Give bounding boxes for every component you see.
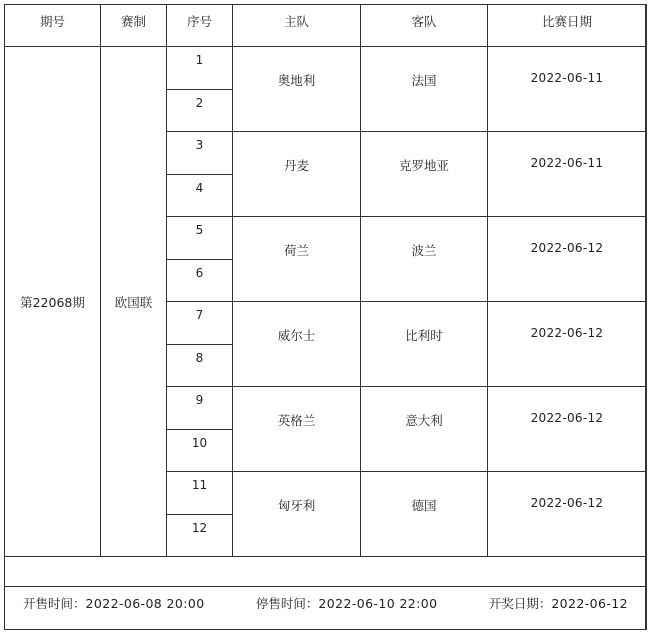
seq-cell: 10 (167, 429, 233, 472)
away-team-cell: 德国 (361, 472, 488, 557)
footer-cell (5, 587, 647, 630)
spacer-row (5, 557, 647, 587)
header-period: 期号 (5, 5, 101, 47)
seq-cell: 11 (167, 472, 233, 515)
empty-cell (5, 557, 647, 587)
seq-cell: 12 (167, 514, 233, 557)
match-date-cell: 2022-06-12 (488, 472, 647, 557)
sale-start-value: 2022-06-08 20:00 (85, 596, 205, 611)
match-date-cell: 2022-06-12 (488, 387, 647, 472)
home-team-cell: 丹麦 (233, 132, 361, 217)
seq-cell: 7 (167, 302, 233, 345)
draw-date-label: 开奖日期： (488, 596, 552, 611)
seq-cell: 8 (167, 344, 233, 387)
header-home: 主队 (233, 5, 361, 47)
home-team-cell: 荷兰 (233, 217, 361, 302)
seq-cell: 2 (167, 89, 233, 132)
sale-stop (256, 594, 438, 612)
table-row (5, 47, 647, 90)
match-schedule-table (4, 4, 647, 630)
match-date-cell: 2022-06-12 (488, 217, 647, 302)
away-team-cell: 克罗地亚 (361, 132, 488, 217)
draw-date (489, 594, 628, 612)
header-row (5, 5, 647, 47)
header-seq: 序号 (167, 5, 233, 47)
seq-cell: 1 (167, 47, 233, 90)
sale-start (23, 594, 205, 612)
home-team-cell: 英格兰 (233, 387, 361, 472)
sale-stop-value: 2022-06-10 22:00 (318, 596, 438, 611)
header-date: 比赛日期 (488, 5, 647, 47)
match-date-cell: 2022-06-11 (488, 132, 647, 217)
header-away: 客队 (361, 5, 488, 47)
away-team-cell: 波兰 (361, 217, 488, 302)
period-cell: 第22068期 (5, 47, 101, 557)
seq-cell: 6 (167, 259, 233, 302)
seq-cell: 9 (167, 387, 233, 430)
home-team-cell: 匈牙利 (233, 472, 361, 557)
format-cell: 欧国联 (101, 47, 167, 557)
away-team-cell: 意大利 (361, 387, 488, 472)
seq-cell: 3 (167, 132, 233, 175)
match-date-cell: 2022-06-12 (488, 302, 647, 387)
home-team-cell: 威尔士 (233, 302, 361, 387)
sale-stop-label: 停售时间： (255, 596, 319, 611)
match-date-cell: 2022-06-11 (488, 47, 647, 132)
away-team-cell: 法国 (361, 47, 488, 132)
footer-row (5, 587, 647, 630)
home-team-cell: 奥地利 (233, 47, 361, 132)
sale-start-label: 开售时间： (23, 596, 86, 611)
sale-info (5, 594, 646, 612)
seq-cell: 5 (167, 217, 233, 260)
seq-cell: 4 (167, 174, 233, 217)
header-format: 赛制 (101, 5, 167, 47)
draw-date-value: 2022-06-12 (551, 596, 628, 611)
away-team-cell: 比利时 (361, 302, 488, 387)
